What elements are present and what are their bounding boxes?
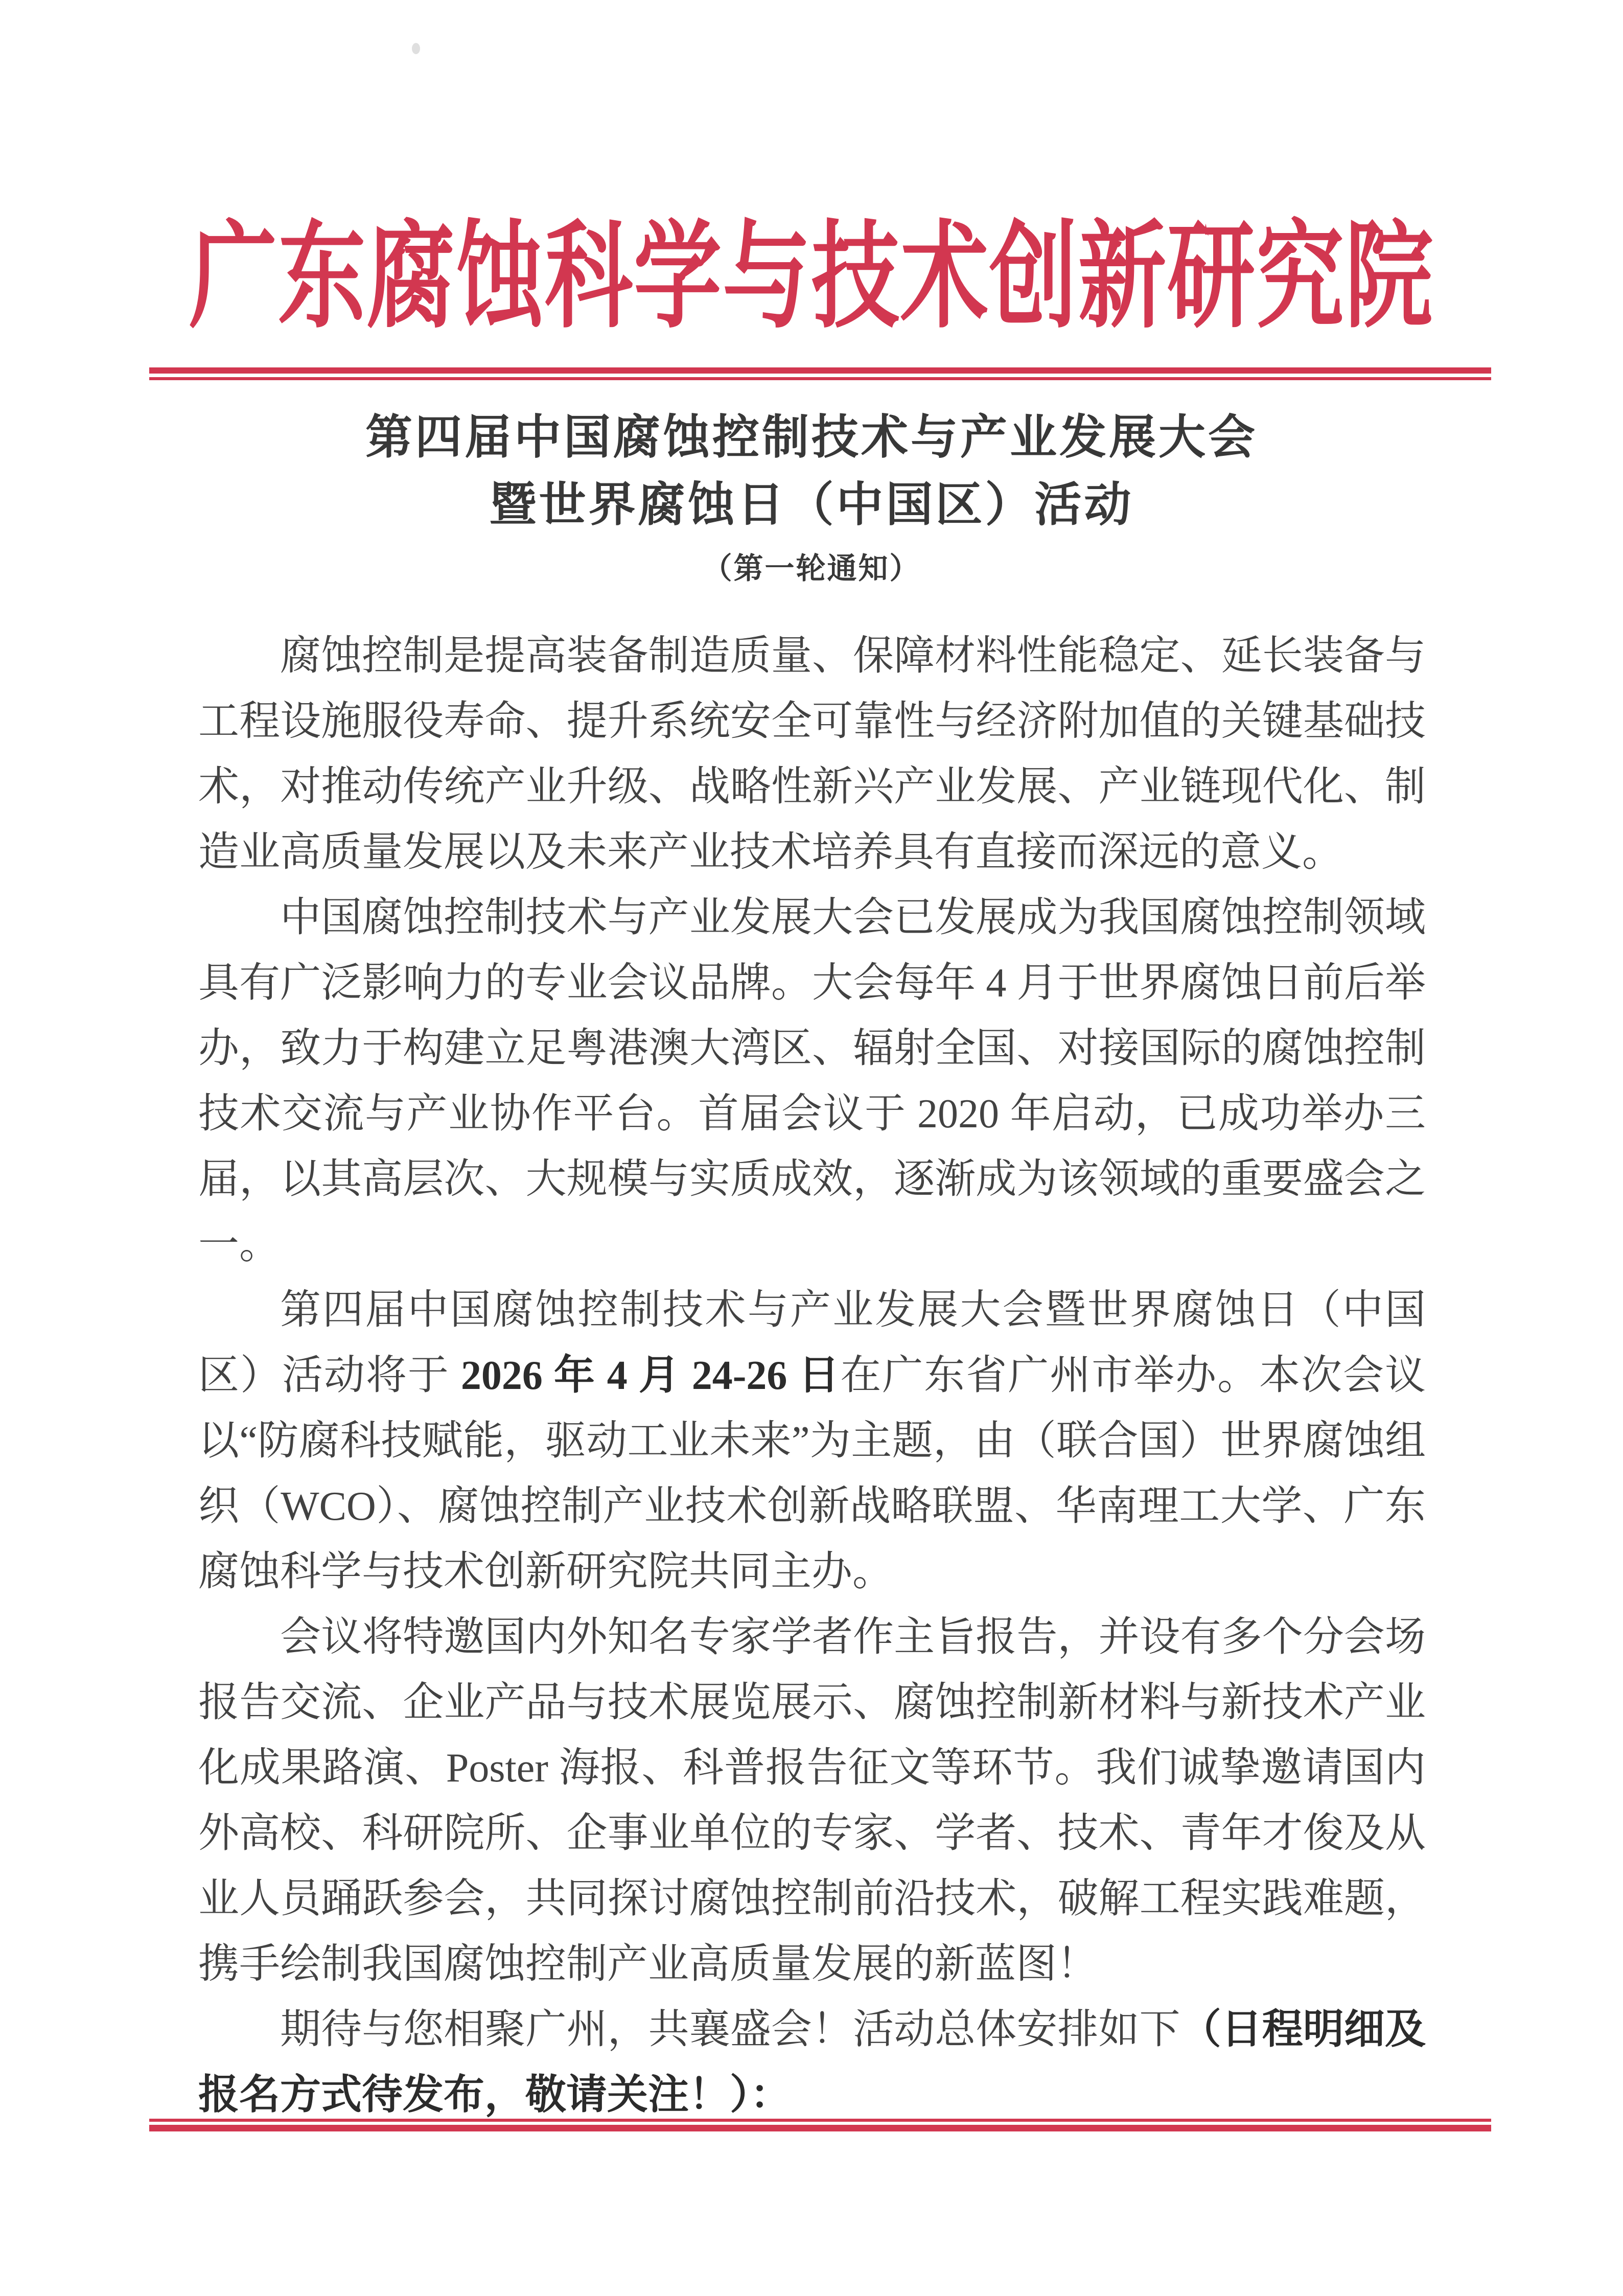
paragraph-5-text: 期待与您相聚广州，共襄盛会！活动总体安排如下 [280,2007,1180,2052]
paragraph-3-text-cont: 在广东省广州市举办。本次会议以“防腐科技赋能，驱动工业未来”为主题，由（联合国）世界腐蚀组织（WCO）、腐蚀控制产业技术创新战略联盟、华南理工大学、广东腐蚀科学与技术创新研究院共同主办。 [198,1353,1426,1594]
footer-rule-thin [149,2119,1491,2122]
header-rule [149,367,1491,380]
letterhead-title: 广东腐蚀科学与技术创新研究院 [189,212,1434,342]
paragraph-4-text: 会议将特邀国内外知名专家学者作主旨报告，并设有多个分会场报告交流、企业产品与技术展览展示、腐蚀控制新材料与新技术产业化成果路演、Poster 海报、科普报告征文等环节。我们诚挚邀请国内外高校、科研院所、企事业单位的专家、学者、技术、青年才俊及从业人员踊跃参会，共同探讨腐蚀控制前沿技术，破解工程实践难题，携手绘制我国腐蚀控制产业高质量发展的新蓝图！ [198,1615,1426,1987]
header-rule-thick [149,367,1491,374]
event-date-bold: 2026 年 4 月 24-26 日 [460,1353,841,1398]
paragraph-1 [198,623,1426,885]
document-body [198,623,1426,2128]
notice-round-label: （第一轮通知） [702,552,921,585]
conference-title-line2: 暨世界腐蚀日（中国区）活动 [489,479,1134,531]
paragraph-1-text: 腐蚀控制是提高装备制造质量、保障材料性能稳定、延长装备与工程设施服役寿命、提升系统安全可靠性与经济附加值的关键基础技术，对推动传统产业升级、战略性新兴产业发展、产业链现代化、制造业高质量发展以及未来产业技术培养具有直接而深远的意义。 [198,634,1426,875]
footer-rule [149,2119,1491,2131]
paragraph-2 [198,885,1426,1278]
footer-rule-thick [149,2125,1491,2131]
paragraph-3 [198,1278,1426,1605]
paragraph-4 [198,1605,1426,1997]
registration-note-bold: （日程明细及报名方式待发布，敬请关注！）： [198,2007,1426,2118]
header-rule-thin [149,377,1491,380]
scan-artifact [412,43,420,54]
conference-title-line1: 第四届中国腐蚀控制技术与产业发展大会 [365,411,1258,463]
paragraph-3-text: 第四届中国腐蚀控制技术与产业发展大会暨世界腐蚀日（中国区）活动将于 [198,1288,1426,1398]
paragraph-5 [198,1997,1426,2128]
paragraph-2-text: 中国腐蚀控制技术与产业发展大会已发展成为我国腐蚀控制领域具有广泛影响力的专业会议品牌。大会每年 4 月于世界腐蚀日前后举办，致力于构建立足粤港澳大湾区、辐射全国、对接国际的腐蚀控制技术交流与产业协作平台。首届会议于 2020 年启动，已成功举办三届，以其高层次、大规模与实质成效，逐渐成为该领域的重要盛会之一。 [198,895,1426,1267]
